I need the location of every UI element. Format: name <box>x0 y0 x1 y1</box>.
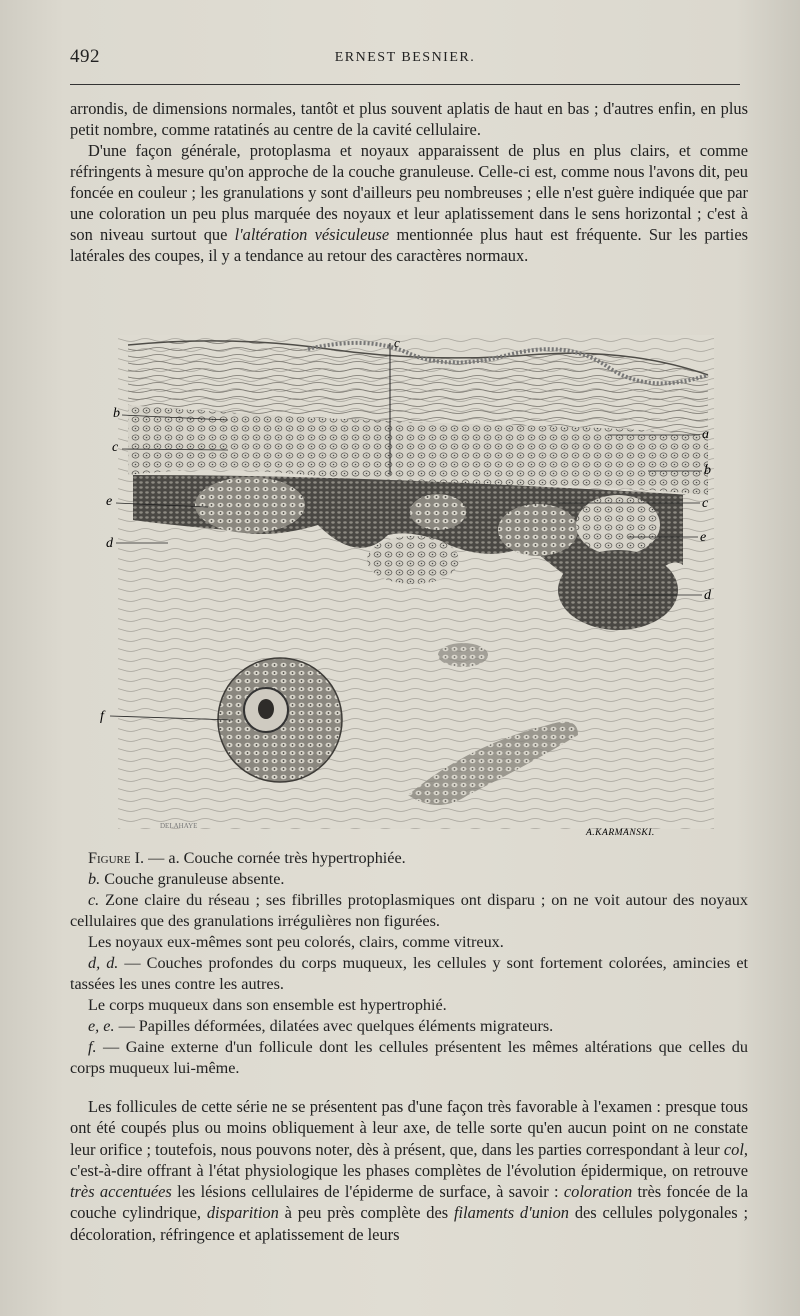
papilla-lower <box>367 536 459 584</box>
caption-key-e: e, e. <box>88 1017 115 1035</box>
italic-disparition: disparition <box>206 1203 279 1223</box>
body-text-bottom <box>70 1096 748 1245</box>
caption-key-b: b. <box>88 870 101 888</box>
follicles-text-1: Les follicules de cette série ne se présentent pas d'une façon très favorable à l'examen : presque tous ont été coupés plus ou moins obliquement à leur axe, de telle sorte qu'en aucun point on ne constate leur orifice ; toutefois, nous pouvons noter, dès à présent, que, dans les parties correspondant à leur <box>70 1097 748 1159</box>
label-a-right: a <box>702 427 709 442</box>
paragraph-continuation: arrondis, de dimensions normales, tantôt et plus souvent aplatis de haut en bas ; d'autres enfin, en plus petit nombre, comme ratatinés au centre de la cavité cellulaire. <box>70 99 748 139</box>
caption-key-d: d, d. <box>88 954 119 972</box>
follicle-hair <box>258 699 274 719</box>
deep-bulge <box>558 550 678 630</box>
follicles-text-6: des cellules polygonales ; décoloration, réfringence et aplatissement de leurs <box>70 1203 749 1244</box>
caption-key-f: f. <box>88 1038 97 1056</box>
page-number: 492 <box>70 46 100 67</box>
caption-text-f: — Gaine externe d'un follicule dont les cellules présentent les mêmes altérations que celles du corps muqueux lui-même. <box>70 1038 748 1077</box>
header-rule <box>70 84 740 85</box>
label-c-top: c <box>394 335 400 350</box>
label-c-right: c <box>702 496 709 511</box>
follicles-text-5: à peu près complète des <box>278 1203 454 1223</box>
label-c-left: c <box>112 440 119 455</box>
body-text-top <box>70 98 748 266</box>
caption-item-mucous: Le corps muqueux dans son ensemble est hypertrophié. <box>88 996 447 1014</box>
paragraph-follicles <box>70 1096 748 1245</box>
italic-coloration: coloration <box>563 1182 633 1202</box>
follicles-text-4: très foncée de la couche cylindrique, <box>70 1182 749 1223</box>
histology-illustration <box>100 325 724 838</box>
caption-text-b: Couche granuleuse absente. <box>100 870 285 888</box>
label-b-right: b <box>704 463 711 478</box>
label-b-left: b <box>113 406 120 421</box>
histology-figure <box>100 325 724 838</box>
running-head: ERNEST BESNIER. <box>334 50 476 65</box>
papilla-far-right <box>576 495 660 555</box>
papilla-right <box>498 504 578 556</box>
label-d-left: d <box>106 536 113 551</box>
italic-col: col <box>723 1139 744 1159</box>
follicles-text-3: les lésions cellulaires de l'épiderme de surface, à savoir : <box>171 1182 564 1202</box>
italic-tres-accentuees: très accentuées <box>70 1182 172 1202</box>
dermal-cluster-small <box>438 643 488 667</box>
label-e-right: e <box>700 530 707 545</box>
italic-filaments: filaments d'union <box>454 1203 569 1223</box>
artist-signature: A.KARMANSKI. <box>586 828 655 838</box>
caption-item-c <box>70 890 748 932</box>
caption-item-d <box>70 953 748 995</box>
follicles-text-2: , c'est-à-dire offrant à l'état physiologique les phases complètes de l'évolution épidermique, on retrouve <box>70 1139 748 1180</box>
caption-item-e <box>70 1016 748 1037</box>
figure-label: Figure I. <box>88 849 145 867</box>
caption-item-f <box>70 1037 748 1079</box>
caption-text-e: — Papilles déformées, dilatées avec quelques éléments migrateurs. <box>114 1017 554 1035</box>
italic-term: l'altération vésiculeuse <box>234 225 390 244</box>
figure-caption <box>70 848 748 1079</box>
caption-text-a: — a. Couche cornée très hypertrophiée. <box>144 849 406 867</box>
paragraph-general <box>70 140 748 266</box>
caption-text-d: — Couches profondes du corps muqueux, les cellules y sont fortement colorées, amincies et tassées les unes contre les autres. <box>70 954 749 993</box>
paragraph-general-text-end: mentionnée plus haut est fréquente. Sur les parties latérales des coupes, il y a tendance au retour des caractères normaux. <box>70 225 749 265</box>
caption-text-c: Zone claire du réseau ; ses fibrilles protoplasmiques ont disparu ; on ne voit autour des noyaux cellulaires que des granulations irrégulières non figurées. <box>70 891 748 930</box>
label-e-left: e <box>106 494 113 509</box>
papilla-middle <box>410 494 466 530</box>
label-f-left: f <box>100 709 104 724</box>
caption-item-a <box>70 848 748 869</box>
caption-item-nuclei: Les noyaux eux-mêmes sont peu colorés, clairs, comme vitreux. <box>88 933 504 951</box>
paragraph-general-text: D'une façon générale, protoplasma et noyaux apparaissent de plus en plus clairs, et comme réfringents à mesure qu'on approche de la couche granuleuse. Celle-ci est, comme nous l'avons dit, peu foncée en couleur ; les granulations y sont d'ailleurs peu nombreuses ; elle n'est guère indiquée que par une coloration un peu plus marquée des noyaux et leur aplatissement dans le sens horizontal ; c'est à son niveau surtout que <box>70 141 748 244</box>
page-header <box>70 44 740 74</box>
label-d-right: d <box>704 588 711 603</box>
caption-key-c: c. <box>88 891 100 909</box>
engraver-signature: DELAHAYE <box>160 822 198 830</box>
papilla-left <box>195 477 305 533</box>
caption-item-b <box>70 869 748 890</box>
